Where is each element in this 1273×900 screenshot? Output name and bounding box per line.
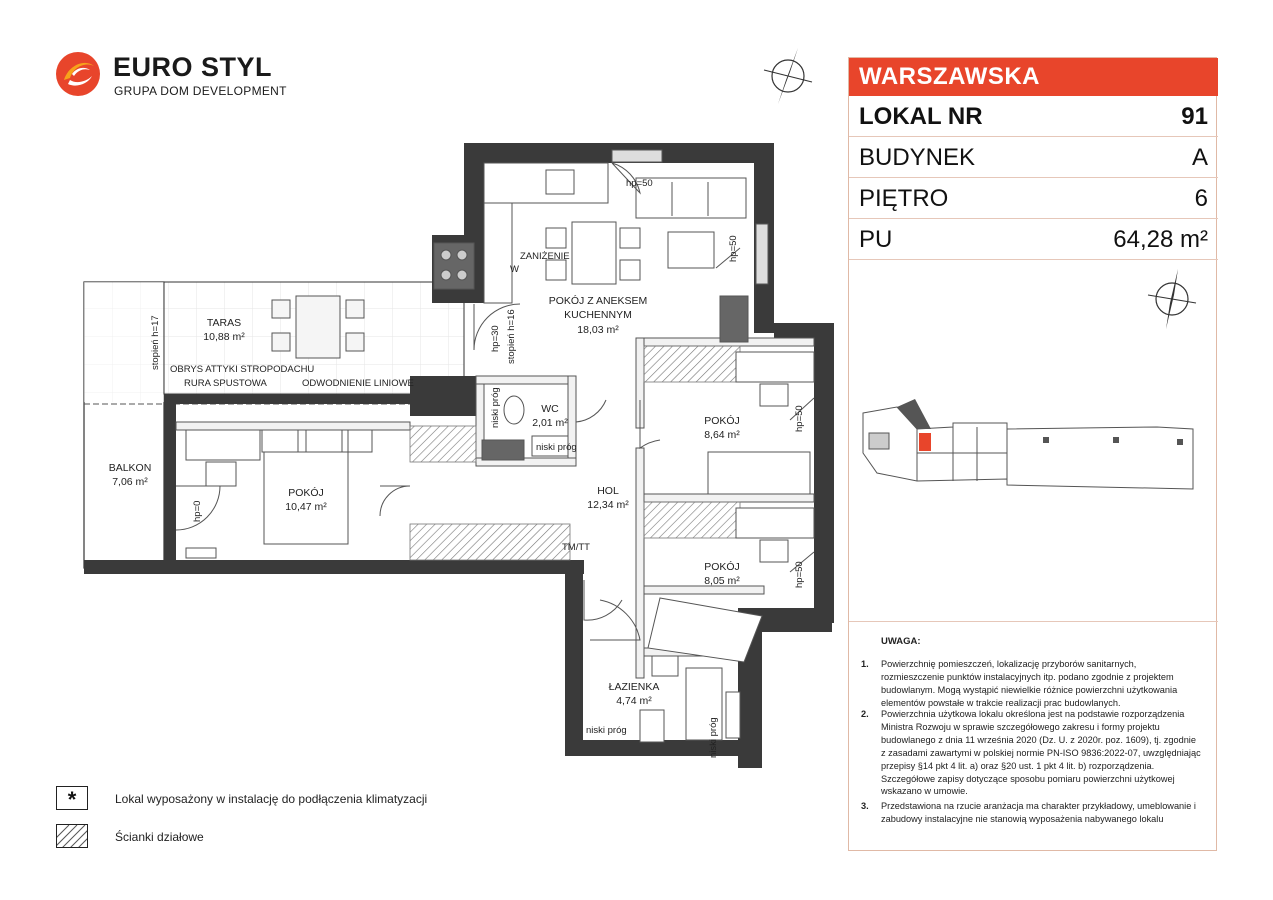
balcony-area-value: 7,06 m² (112, 476, 148, 488)
bath-name: ŁAZIENKA (608, 681, 660, 693)
info-row-floor (849, 178, 1218, 219)
zanizenie-label: ZANIŻENIE (520, 251, 570, 262)
legend-ac-symbol: * (56, 786, 88, 810)
kitchen-name-2: KUCHENNYM (564, 309, 632, 321)
area-label: PU (859, 226, 893, 253)
note-3-text: Przedstawiona na rzucie aranżacja ma charakter przykładowy, umeblowanie i zabudowy instalacyjne nie stanowią wyposażenia nabywanego lokalu (881, 801, 1196, 824)
info-row-area (849, 219, 1218, 260)
wc-area: 2,01 m² (532, 417, 568, 429)
room1-name: POKÓJ (288, 487, 324, 499)
room1-area: 10,47 m² (285, 501, 327, 513)
attic-label: OBRYS ATTYKI STROPODACHU (170, 364, 315, 375)
info-row-building (849, 137, 1218, 178)
investment-name: WARSZAWSKA (849, 58, 1218, 96)
wc-name: WC (541, 403, 559, 415)
floor-label: PIĘTRO (859, 185, 949, 212)
room2-name: POKÓJ (704, 415, 740, 427)
niski-prog-bath: niski próg (586, 725, 627, 736)
niski-prog-hall: niski próg (490, 387, 501, 428)
brand-name: EURO STYL (113, 52, 273, 82)
pipe-label: RURA SPUSTOWA (184, 378, 267, 389)
terrace-name: TARAS (206, 317, 242, 329)
legend-hatch-text: Ścianki działowe (115, 830, 204, 844)
hp-label-room3: hp=50 (794, 561, 805, 588)
balcony-name: BALKON (108, 462, 152, 474)
notes-title: UWAGA: (881, 636, 921, 647)
room3-name: POKÓJ (704, 561, 740, 573)
stopien16-label: stopień h=16 (506, 309, 517, 364)
note-3-number: 3. (861, 801, 869, 811)
building-value: A (1191, 144, 1208, 171)
stopien17-label: stopień h=17 (150, 315, 161, 370)
legend-hatch-icon (56, 824, 88, 848)
niski-prog-wc: niski próg (536, 442, 577, 453)
niski-prog-shower: niski próg (708, 717, 719, 758)
notes-section (849, 621, 1218, 851)
hp0-label: hp=0 (192, 500, 203, 522)
hp30-label: hp=30 (490, 325, 501, 352)
floor-value: 6 (1194, 185, 1208, 212)
building-key-plan (857, 393, 1209, 493)
kitchen-area: 18,03 m² (577, 324, 619, 336)
w-label: W (510, 264, 519, 275)
note-2-text: Powierzchnia użytkowa lokalu określona jest na podstawie rozporządzenia Ministra Rozwoju w sprawie szczegółowego zakresu i formy projektu budowlanego z dnia 11 września 2020 (Dz. U. z 2020r. poz. 1609), tj. zgodnie z zasadami zawartymi w polskiej normie PN-ISO 9836:2022-07, uwzględniając przepisy §14 pkt 4 lit. a) oraz §20 ust. 1 pkt 4 lit. b) rozporządzenia. Szczegółowe zapisy dotyczące sposobu pomiaru powierzchni użytkowej wskazano w umowie. (881, 709, 1201, 797)
drain-label: ODWODNIENIE LINIOWE (302, 378, 414, 389)
hp-label-room2: hp=50 (794, 405, 805, 432)
hp-label-top: hp=50 (626, 178, 653, 189)
info-row-unit (849, 96, 1218, 137)
hall-area: 12,34 m² (587, 499, 629, 511)
building-label: BUDYNEK (859, 144, 976, 171)
unit-label: LOKAL NR (859, 103, 983, 130)
compass-icon (764, 48, 812, 104)
kitchen-name-1: POKÓJ Z ANEKSEM (548, 295, 648, 307)
area-value: 64,28 m² (1113, 226, 1208, 253)
compass-icon-panel (1147, 264, 1197, 334)
bath-area: 4,74 m² (616, 695, 652, 707)
unit-value: 91 (1181, 103, 1208, 130)
hp-label-kitchen: hp=50 (728, 235, 739, 262)
terrace-area: 10,88 m² (203, 331, 245, 343)
info-panel (848, 57, 1217, 851)
note-1-number: 1. (861, 659, 869, 669)
hall-name: HOL (597, 485, 619, 497)
brand-subtitle: GRUPA DOM DEVELOPMENT (114, 84, 287, 98)
room2-area: 8,64 m² (704, 429, 740, 441)
tmtt-label: TM/TT (562, 542, 590, 553)
note-2-number: 2. (861, 709, 869, 719)
room3-area: 8,05 m² (704, 575, 740, 587)
legend-ac-text: Lokal wyposażony w instalację do podłączenia klimatyzacji (115, 792, 428, 806)
note-1-text: Powierzchnię pomieszczeń, lokalizację przyborów sanitarnych, rozmieszczenie punktów instalacyjnych itp. podano zgodnie z projektem budowlanym. Mogą wystąpić niewielkie różnice powierzchni użytkowania elementów powstałe w trakcie realizacji prac budowlanych. (881, 659, 1178, 708)
